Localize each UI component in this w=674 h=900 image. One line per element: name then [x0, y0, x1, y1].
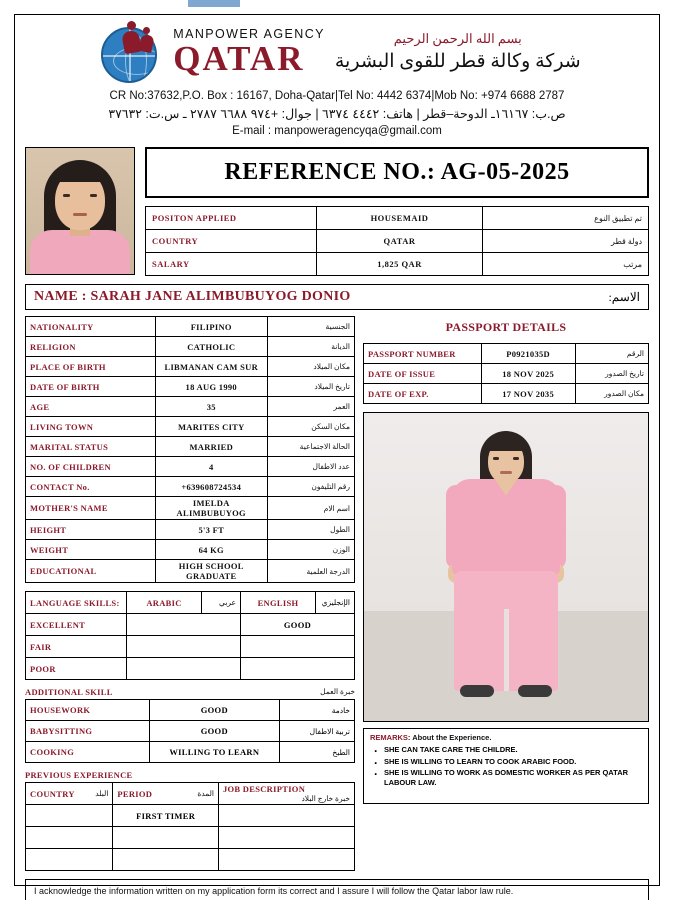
additional-skill-title-arabic: خبرة العمل	[320, 687, 355, 697]
language-skills-table	[25, 591, 355, 680]
educational-arabic: الدرجة العلمية	[267, 560, 354, 583]
nationality-value: FILIPINO	[155, 317, 267, 337]
table-row	[26, 827, 355, 849]
list-item: · SHE CAN TAKE CARE THE CHILDRE.	[384, 745, 642, 755]
table-row	[26, 700, 355, 721]
reference-number: REFERENCE NO.: AG-05-2025	[145, 147, 649, 198]
main-content	[25, 316, 649, 871]
full-body-photo	[363, 412, 649, 722]
exp-period-3	[113, 849, 219, 871]
educational-label: EDUCATIONAL	[26, 560, 156, 583]
date-of-issue-label: DATE OF ISSUE	[364, 364, 482, 384]
fair-label: FAIR	[26, 636, 127, 658]
contact-block	[25, 88, 649, 139]
position-applied-label: POSITON APPLIED	[146, 207, 317, 230]
remarks-box	[363, 728, 649, 804]
living-town-value: MARITES CITY	[155, 417, 267, 437]
contact-english: CR No:37632,P.O. Box : 16167, Doha-Qatar|Tel No: 4442 6374|Mob No: +974 6688 2787	[109, 90, 565, 102]
height-arabic: الطول	[267, 520, 354, 540]
contact-email: E-mail : manpoweragencyqa@gmail.com	[232, 124, 442, 137]
remarks-subtitle-text: : About the Experience.	[407, 733, 492, 743]
salary-label: SALARY	[146, 253, 317, 276]
remarks-title	[370, 733, 642, 742]
period-column-header	[113, 783, 219, 805]
table-row	[26, 592, 355, 614]
previous-experience-table	[25, 782, 355, 871]
marital-status-label: MARITAL STATUS	[26, 437, 156, 457]
exp-period-1: FIRST TIMER	[113, 805, 219, 827]
babysitting-value: GOOD	[149, 721, 279, 742]
passport-details-table	[363, 343, 649, 404]
exp-country-1	[26, 805, 113, 827]
table-row	[26, 477, 355, 497]
educational-value: HIGH SCHOOL GRADUATE	[155, 560, 267, 583]
exp-country-3	[26, 849, 113, 871]
cv-sheet	[14, 14, 660, 897]
table-row	[26, 417, 355, 437]
mother-name-label: MOTHER'S NAME	[26, 497, 156, 520]
children-arabic: عدد الاطفال	[267, 457, 354, 477]
table-row	[146, 207, 649, 230]
job-column-header	[218, 783, 354, 805]
remarks-list	[370, 745, 642, 788]
height-label: HEIGHT	[26, 520, 156, 540]
exp-period-2	[113, 827, 219, 849]
poor-arabic-cell	[126, 658, 240, 680]
age-value: 35	[155, 397, 267, 417]
poor-english-cell	[240, 658, 354, 680]
language-skills-section	[25, 591, 355, 680]
english-column-header: ENGLISH	[240, 592, 315, 614]
reference-row	[25, 147, 649, 276]
mother-name-value: IMELDA ALIMBUBUYOG	[155, 497, 267, 520]
housework-arabic: خادمة	[279, 700, 354, 721]
table-row	[26, 614, 355, 636]
table-row	[26, 560, 355, 583]
brand-name-arabic	[335, 31, 581, 73]
brand-arabic-text: شركة وكالة قطر للقوى البشرية	[334, 51, 581, 72]
left-column	[25, 316, 355, 871]
date-of-exp-value: 17 NOV 2035	[481, 384, 575, 404]
date-of-birth-value: 18 AUG 1990	[155, 377, 267, 397]
exp-job-1	[218, 805, 354, 827]
table-row	[26, 357, 355, 377]
table-row	[26, 497, 355, 520]
children-value: 4	[155, 457, 267, 477]
salary-value: 1,825 QAR	[317, 253, 483, 276]
passport-number-label: PASSPORT NUMBER	[364, 344, 482, 364]
table-row	[26, 849, 355, 871]
table-row	[364, 344, 649, 364]
fair-arabic-cell	[126, 636, 240, 658]
table-row	[26, 377, 355, 397]
living-town-label: LIVING TOWN	[26, 417, 156, 437]
brand-name	[173, 28, 325, 77]
excellent-label: EXCELLENT	[26, 614, 127, 636]
contact-arabic: رقم التليفون	[267, 477, 354, 497]
passport-details-title: PASSPORT DETAILS	[445, 320, 567, 335]
date-of-exp-arabic: مكان الصدور	[575, 384, 648, 404]
country-label: COUNTRY	[146, 230, 317, 253]
globe-logo-icon	[93, 21, 167, 83]
job-column-arabic: خبرة خارج البلاد	[301, 794, 350, 804]
passport-photo	[25, 147, 135, 275]
exp-country-2	[26, 827, 113, 849]
table-row	[26, 540, 355, 560]
reference-details	[145, 147, 649, 276]
passport-number-value: P0921035D	[481, 344, 575, 364]
mother-name-arabic: اسم الام	[267, 497, 354, 520]
nationality-label: NATIONALITY	[26, 317, 156, 337]
previous-experience-heading	[25, 770, 355, 780]
salary-arabic: مرتب	[483, 253, 649, 276]
country-column-arabic: البلد	[95, 788, 109, 798]
date-of-issue-value: 18 NOV 2025	[481, 364, 575, 384]
position-applied-value: HOUSEMAID	[317, 207, 483, 230]
date-of-issue-arabic: تاريخ الصدور	[575, 364, 648, 384]
weight-label: WEIGHT	[26, 540, 156, 560]
table-row	[26, 457, 355, 477]
browser-tab-strip	[188, 0, 240, 7]
country-value: QATAR	[317, 230, 483, 253]
applicant-name-bar	[25, 284, 649, 310]
weight-arabic: الوزن	[267, 540, 354, 560]
date-of-exp-label: DATE OF EXP.	[364, 384, 482, 404]
remarks-title-text: REMARKS	[370, 733, 408, 743]
table-row	[26, 437, 355, 457]
religion-value: CATHOLIC	[155, 337, 267, 357]
living-town-arabic: مكان السكن	[267, 417, 354, 437]
passport-number-arabic: الرقم	[575, 344, 648, 364]
table-row	[364, 384, 649, 404]
excellent-arabic-cell	[126, 614, 240, 636]
age-arabic: العمر	[267, 397, 354, 417]
place-of-birth-arabic: مكان الميلاد	[267, 357, 354, 377]
additional-skill-title: ADDITIONAL SKILL	[25, 687, 113, 698]
place-of-birth-value: LIBMANAN CAM SUR	[155, 357, 267, 377]
basmala-text: بسم الله الرحمن الرحيم	[393, 31, 522, 46]
brand-line-2: QATAR	[173, 39, 305, 79]
additional-skill-heading	[25, 687, 355, 697]
table-row	[26, 721, 355, 742]
right-column	[363, 316, 649, 871]
additional-skill-table	[25, 699, 355, 763]
fair-english-cell	[240, 636, 354, 658]
contact-label: CONTACT No.	[26, 477, 156, 497]
acknowledgement-footer: I acknowledge the information written on my application form its correct and I assure I will follow the Qatar labor law rule.	[25, 879, 649, 900]
table-row	[26, 337, 355, 357]
babysitting-label: BABYSITTING	[26, 721, 150, 742]
nationality-arabic: الجنسية	[267, 317, 354, 337]
language-skills-label: LANGUAGE SKILLS:	[26, 592, 127, 614]
application-summary-table	[145, 206, 649, 276]
country-column-label: COUNTRY	[30, 788, 75, 799]
religion-label: RELIGION	[26, 337, 156, 357]
personal-details-table	[25, 316, 355, 583]
table-row	[146, 230, 649, 253]
table-row	[26, 658, 355, 680]
cooking-value: WILLING TO LEARN	[149, 742, 279, 763]
excellent-english-cell: GOOD	[240, 614, 354, 636]
document-header	[15, 15, 659, 141]
period-column-arabic: المدة	[197, 788, 214, 798]
brand-line-1: MANPOWER AGENCY	[173, 26, 325, 41]
date-of-birth-arabic: تاريخ الميلاد	[267, 377, 354, 397]
children-label: NO. OF CHILDREN	[26, 457, 156, 477]
contact-arabic: ص.ب: ١٦١٦٧ـ الدوحة–قطر | هاتف: ٤٤٤٢ ٦٣٧٤ | جوال: +٩٧٤ ٦٦٨٨ ٢٧٨٧ ـ س.ت: ٣٧٦٣٢	[108, 106, 566, 121]
height-value: 5'3 FT	[155, 520, 267, 540]
list-item: · SHE IS WILLING TO LEARN TO COOK ARABIC FOOD.	[384, 757, 642, 767]
contact-value: +639608724534	[155, 477, 267, 497]
exp-job-2	[218, 827, 354, 849]
marital-status-value: MARRIED	[155, 437, 267, 457]
english-column-header-ar: الإنجليزي	[316, 592, 355, 614]
marital-status-arabic: الحالة الاجتماعية	[267, 437, 354, 457]
babysitting-arabic: تربية الاطفال	[279, 721, 354, 742]
previous-experience-title: PREVIOUS EXPERIENCE	[25, 770, 133, 781]
logo-row	[25, 21, 649, 83]
weight-value: 64 KG	[155, 540, 267, 560]
housework-label: HOUSEWORK	[26, 700, 150, 721]
table-row	[26, 397, 355, 417]
age-label: AGE	[26, 397, 156, 417]
table-row	[26, 636, 355, 658]
table-row	[26, 520, 355, 540]
period-column-label: PERIOD	[117, 788, 153, 799]
arabic-column-header: ARABIC	[126, 592, 201, 614]
country-column-header	[26, 783, 113, 805]
job-column-label: JOB DESCRIPTION	[222, 784, 306, 795]
cooking-arabic: الطبخ	[279, 742, 354, 763]
table-row	[26, 317, 355, 337]
applicant-name-arabic-label: الاسم:	[608, 289, 640, 304]
list-item: · SHE IS WILLING TO WORK AS DOMESTIC WORKER AS PER QATAR LABOUR LAW.	[384, 768, 642, 788]
applicant-name: NAME : SARAH JANE ALIMBUBUYOG DONIO	[34, 289, 351, 305]
country-arabic: دولة قطر	[483, 230, 649, 253]
table-row	[26, 805, 355, 827]
exp-job-3	[218, 849, 354, 871]
religion-arabic: الديانة	[267, 337, 354, 357]
housework-value: GOOD	[149, 700, 279, 721]
cooking-label: COOKING	[26, 742, 150, 763]
poor-label: POOR	[26, 658, 127, 680]
arabic-column-header-ar: عربي	[202, 592, 241, 614]
place-of-birth-label: PLACE OF BIRTH	[26, 357, 156, 377]
table-row	[26, 783, 355, 805]
table-row	[364, 364, 649, 384]
table-row	[146, 253, 649, 276]
date-of-birth-label: DATE OF BIRTH	[26, 377, 156, 397]
position-applied-arabic: تم تطبيق النوع	[483, 207, 649, 230]
table-row	[26, 742, 355, 763]
